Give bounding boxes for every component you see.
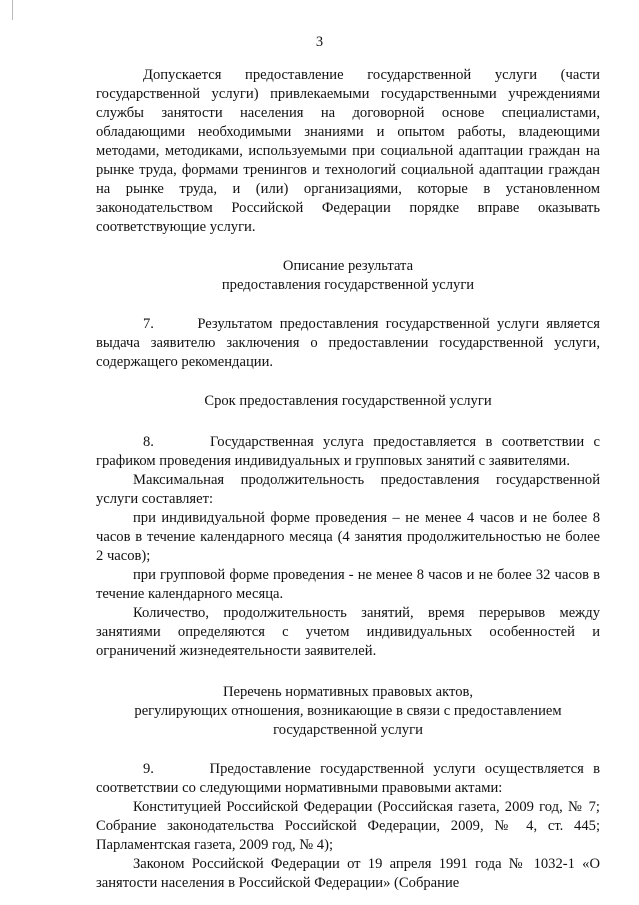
heading-acts-line2: регулирующих отношения, возникающие в связи с предоставлением (134, 703, 562, 719)
heading-acts (96, 683, 600, 740)
paragraph-9: 9. Предоставление государственной услуги осуществляется в соответствии со следующими нормативными правовыми актами: (96, 761, 600, 796)
heading-acts-line1: Перечень нормативных правовых актов, (222, 684, 474, 700)
heading-term: Срок предоставления государственной услуги (204, 393, 492, 409)
paragraph-intro: Допускается предоставление государственной услуги (части государственной услуги) привлекаемыми государственными учреждениями службы занятости населения на договорной основе специалистами, обладающими необходимыми знаниями и опытом работы, владеющими методами, методиками, используемыми при социальной адаптации граждан на рынке труда, формами тренингов и технологий социальной адаптации граждан на рынке труда, и (или) организациями, которые в установленном законодательством Российской Федерации порядке вправе оказывать соответствующие услуги. (96, 67, 600, 235)
paragraph-7: 7. Результатом предоставления государственной услуги является выдача заявителю заключения о предоставлении государственной услуги, содержащего рекомендации. (96, 316, 600, 370)
paragraph-9-law: Законом Российской Федерации от 19 апреля 1991 года № 1032-1 «О занятости населения в Российской Федерации» (Собрание (96, 856, 600, 891)
page-number: 3 (315, 34, 324, 50)
paragraph-9-constitution: Конституцией Российской Федерации (Российская газета, 2009 год, № 7; Собрание законодательства Российской Федерации, 2009, № 4, ст. 445; Парламентская газета, 2009 год, № 4); (96, 799, 600, 853)
heading-result-line2: предоставления государственной услуги (221, 277, 475, 293)
paragraph-8-max-duration: Максимальная продолжительность предоставления государственной услуги составляет: (96, 472, 600, 507)
heading-result-line1: Описание результата (282, 258, 414, 274)
paragraph-8-quantity: Количество, продолжительность занятий, время перерывов между занятиями определяются с учетом индивидуальных особенностей и ограничений жизнедеятельности заявителей. (96, 605, 600, 659)
paragraph-8: 8. Государственная услуга предоставляется в соответствии с графиком проведения индивидуальных и групповых занятий с заявителями. (96, 434, 600, 469)
paragraph-8-group: при групповой форме проведения - не менее 8 часов и не более 32 часов в течение календарного месяца. (96, 567, 600, 602)
heading-result (96, 257, 600, 295)
heading-acts-line3: государственной услуги (273, 722, 423, 738)
paragraph-8-individual: при индивидуальной форме проведения – не менее 4 часов и не более 8 часов в течение календарного месяца (4 занятия продолжительностью не более 2 часов); (96, 510, 600, 564)
document-body (96, 66, 600, 893)
scan-margin-mark (12, 0, 13, 20)
